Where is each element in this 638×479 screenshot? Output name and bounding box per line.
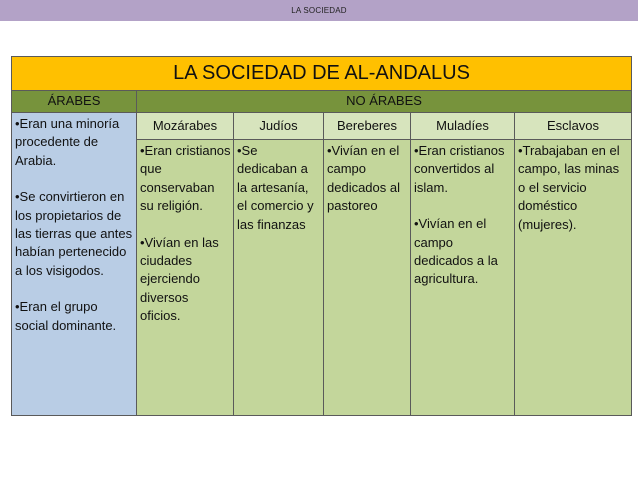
table-title: LA SOCIEDAD DE AL-ANDALUS xyxy=(12,57,632,91)
muladies-cell xyxy=(411,140,515,416)
banner-title: LA SOCIEDAD xyxy=(291,6,347,15)
esclavos-cell xyxy=(515,140,632,416)
esclavos-paragraph: •Trabajaban en el campo, las minas o el servicio doméstico (mujeres). xyxy=(518,143,620,232)
group-header-esclavos: Esclavos xyxy=(515,113,632,140)
mozarabes-paragraph: •Eran cristianos que conservaban su religión. xyxy=(140,143,231,214)
group-header-bereberes: Bereberes xyxy=(324,113,411,140)
mozarabes-paragraph: •Vivían en las ciudades ejerciendo diversos oficios. xyxy=(140,234,219,324)
mozarabes-cell xyxy=(137,140,234,416)
bereberes-paragraph: •Vivían en el campo dedicados al pastoreo xyxy=(327,143,400,214)
society-table xyxy=(11,56,632,416)
judios-cell xyxy=(234,140,324,416)
arabes-paragraph: •Eran una minoría procedente de Arabia. xyxy=(15,116,120,168)
bereberes-cell xyxy=(324,140,411,416)
judios-paragraph: •Se dedicaban a la artesanía, el comercio y las finanzas xyxy=(237,143,314,232)
muladies-paragraph: •Eran cristianos convertidos al islam. xyxy=(414,143,505,195)
group-header-judios: Judíos xyxy=(234,113,324,140)
top-banner xyxy=(0,0,638,21)
arabes-paragraph: •Eran el grupo social dominante. xyxy=(15,299,117,333)
header-no-arabes: NO ÁRABES xyxy=(137,91,632,113)
group-header-mozarabes: Mozárabes xyxy=(137,113,234,140)
header-arabes: ÁRABES xyxy=(12,91,137,113)
arabes-paragraph: •Se convirtieron en los propietarios de las tierras que antes habían pertenecido a los visigodos. xyxy=(15,189,133,278)
arabes-cell xyxy=(12,113,137,416)
muladies-paragraph: •Vivían en el campo dedicados a la agricultura. xyxy=(414,216,498,287)
group-header-muladies: Muladíes xyxy=(411,113,515,140)
